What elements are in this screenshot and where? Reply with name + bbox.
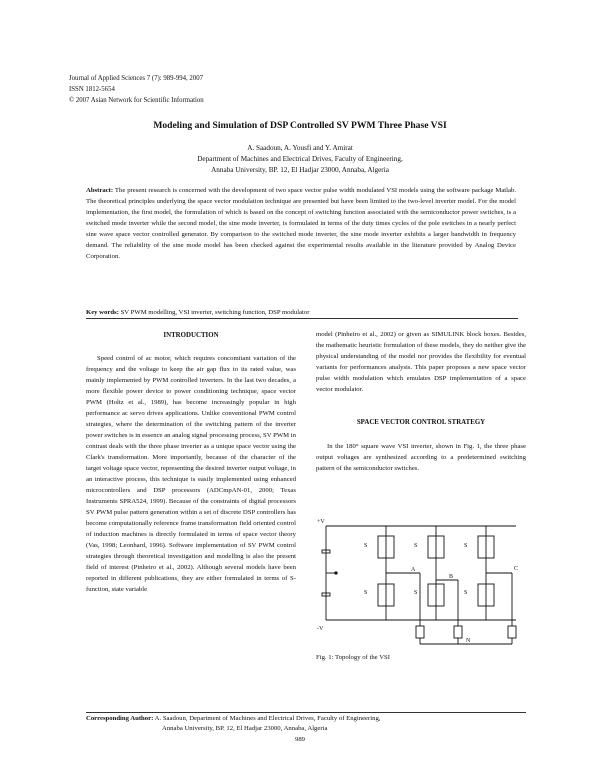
leg-b: [428, 526, 458, 620]
journal-header: [69, 73, 204, 106]
affiliation-line-2: Annaba University, BP. 12, El Hadjar 23000, Annaba, Algeria: [211, 166, 389, 174]
keywords-label: Key words:: [86, 309, 119, 316]
footer-rule: [86, 712, 526, 713]
load-c: [508, 626, 516, 638]
leg-a: [378, 526, 420, 620]
phase-c-label: C: [514, 566, 519, 572]
author-names: A. Saadoun, A. Yousfi and Y. Amirat: [247, 144, 353, 152]
corresponding-line-2: Annaba University, BP. 12, El Hadjar 23000, Annaba, Algeria: [162, 725, 328, 732]
vminus-label: -V: [317, 626, 324, 632]
right-column: [316, 329, 526, 474]
corresponding-author: [86, 714, 526, 734]
svc-heading: SPACE VECTOR CONTROL STRATEGY: [356, 419, 486, 426]
paper-title: Modeling and Simulation of DSP Controlled SV PWM Three Phase VSI: [153, 120, 447, 131]
keywords-rule: [86, 318, 518, 319]
corresponding-line-1: A. Saadoun, Department of Machines and Electrical Drives, Faculty of Engineering,: [154, 715, 381, 722]
load-a: [416, 626, 424, 638]
s2-label: S: [464, 590, 468, 596]
issn: ISSN 1812-5654: [69, 86, 115, 93]
author-block: [0, 143, 600, 176]
page-number: 989: [294, 736, 306, 743]
s6-label: S: [414, 590, 418, 596]
vplus-label: +V: [317, 519, 325, 525]
right-paragraph-1: model (Pinheiro et al., 2002) or given as SIMULINK block boxes. Besides, the mathematic heuristic formulation of these models, they do neither give the physical understanding of the model nor provides the flexibility for eventual variants for performances analysis. This paper proposes a new space vector pulse width modulation which emulates DSP implementation of a space vector modulator.: [316, 331, 526, 393]
phase-a-label: A: [411, 567, 416, 573]
abstract: [86, 185, 516, 262]
figure-caption: Fig. 1: Topology of the VSI: [316, 654, 390, 661]
s3-label: S: [414, 543, 418, 549]
abstract-text: The present research is concerned with the development of two space vector pulse width modulated VSI models using the software package Matlab. The theoretical principles underlying the space vector modulation technique are presented but have been limited to the two-level inverter model. For the model implementation, the first model, the formulation of which is based on the concept of switching function associated with the semiconductor power switches, is a switched mode inverter while the second model, the sine mode inverter, is formulated in terms of the duty times cycles of the pole switches in a nearly perfect sine wave space vector controlled generator. By comparison to the switched mode inverter, the sine mode inverter exhibits a larger bandwidth in frequency demand. The reliability of the sine mode model has been checked against the experimental results available in the literature provided by Analog Device Corporation.: [86, 187, 516, 260]
abstract-label: Abstract:: [86, 187, 114, 194]
copyright: © 2007 Asian Network for Scientific Information: [69, 97, 204, 104]
s5-label: S: [464, 543, 468, 549]
phase-b-label: B: [449, 574, 454, 580]
s1-label: S: [364, 543, 368, 549]
right-paragraph-2: In the 180° square wave VSI inverter, shown in Fig. 1, the three phase output voltages are synthesized according to a predetermined switching pattern of the semiconductor switches.: [316, 443, 526, 472]
journal-citation: Journal of Applied Sciences 7 (7): 989-994, 2007: [69, 75, 204, 82]
neutral-label: N: [466, 638, 471, 644]
s4-label: S: [364, 590, 368, 596]
load-b: [454, 626, 462, 638]
corresponding-label: Corresponding Author:: [86, 715, 154, 722]
intro-heading: INTRODUCTION: [163, 332, 219, 339]
keywords-text: SV PWM modelling, VSI inverter, switching function, DSP modulator: [120, 309, 310, 316]
keywords: [86, 307, 516, 318]
vsi-topology-figure: [316, 514, 526, 650]
intro-paragraph: Speed control of ac motor, which requires concomitant variation of the frequency and the voltage to keep the air gap flux to its rated value, was mainly implemented by PWM controlled inverters. In the last two decades, a more flexible power device to power conditioning technique, space vector PWM (Holtz et al., 1989), has become increasingly popular in high performance ac servo drives applications. Unlike conventional PWM control strategies, where the determination of the switching pattern of the inverter power switches is in essence an analog signal processing process, SV PWM in contrast deals with the three phase inverter as a unique space vector using the Clark's transformation. More importantly, because of the character of the target voltage space vector, representing the desired inverter output voltage, in an interactive process, this technique is easily implemented using enhanced microcontrollers and DSP processors (ADCmpAN-01, 2000; Texas Instruments SPRA524, 1999). Because of the constraints of digital processors SV PWM pulse pattern generation within a set of discrete DSP controllers has become computationally reference frame transformation field oriented control of induction machines is directly formulated in terms of space vector theory (Vas, 1998; Leonhard, 1996). Software implementation of SV PWM control strategies through theoretical investigation and modelling is also the present field of interest (Pinheiro et al., 2002). Although several models have been reported in different publications, they are either formulated in terms of S-function, state variable: [86, 355, 296, 593]
leg-c: [478, 526, 512, 620]
intro-column: [86, 353, 296, 595]
affiliation-line-1: Department of Machines and Electrical Drives, Faculty of Engineering,: [197, 155, 403, 163]
